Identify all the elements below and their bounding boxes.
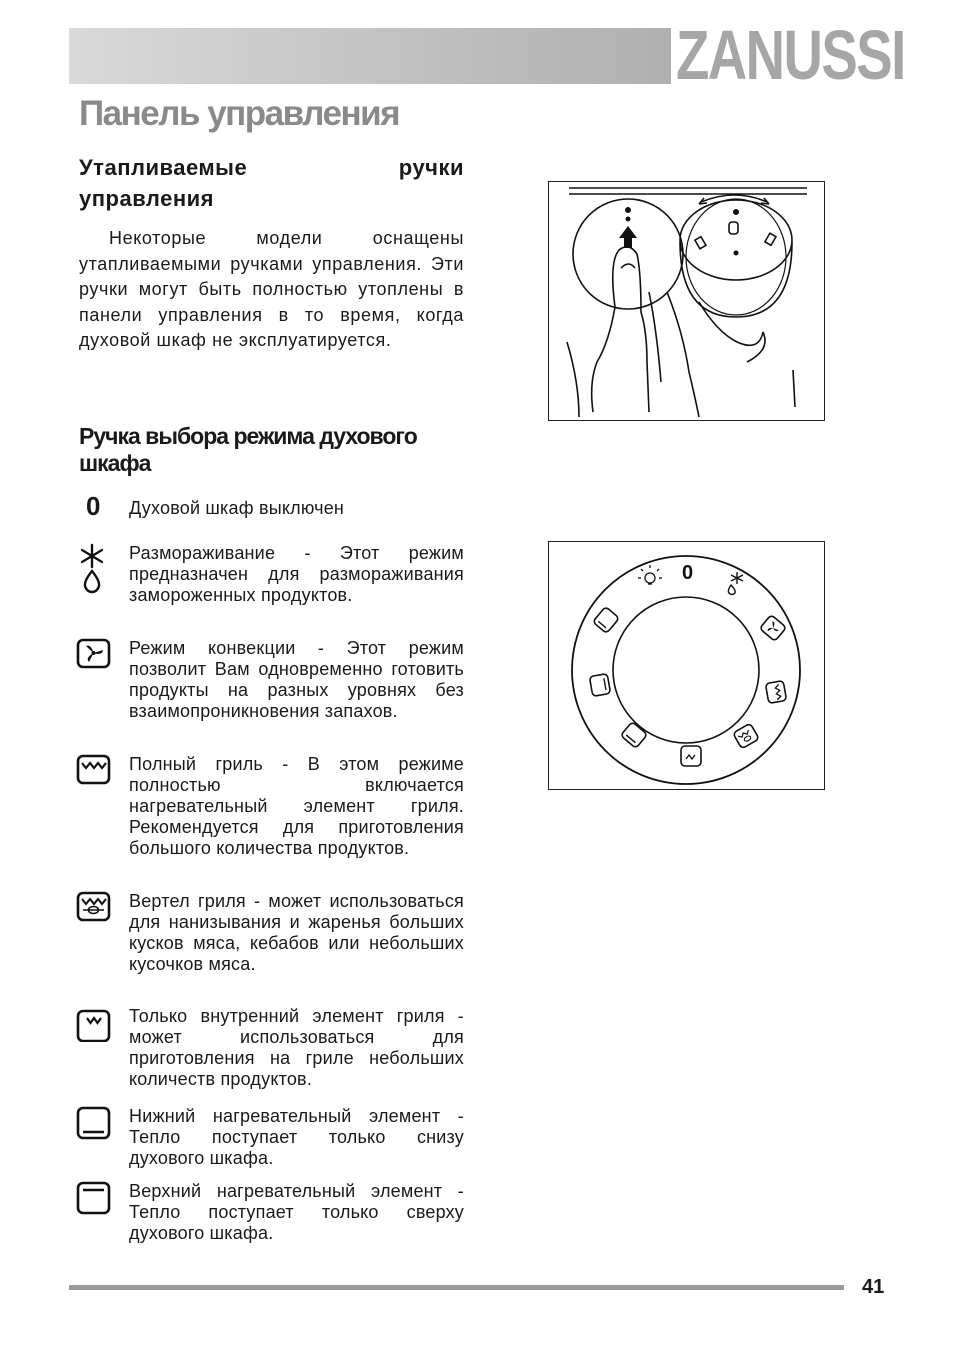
retractable-knob-illustration: [548, 181, 825, 421]
mode-off-text: Духовой шкаф выключен: [129, 498, 345, 518]
knobs-heading-word1: Утапливаемые: [79, 155, 248, 180]
dial-zero-label: 0: [682, 562, 694, 584]
dial-bottom-heat-icon: [621, 722, 648, 749]
mode-bottom-heat-text: Нижний нагревательный элемент - Тепло поступает только снизу духового шкафа.: [129, 1106, 464, 1168]
page-title: Панель управления: [79, 94, 400, 133]
mode-defrost-text: Размораживание - Этот режим предназначен для размораживания замороженных продуктов.: [129, 543, 464, 605]
dial-inner-grill-icon: [681, 746, 701, 766]
dial-full-grill-icon: [765, 681, 786, 704]
off-icon: [76, 491, 112, 531]
header-bar: [69, 28, 671, 84]
convection-fan-icon: [76, 638, 112, 674]
dial-rotisserie-icon: [733, 723, 759, 749]
rotisserie-icon: [76, 891, 112, 927]
lamp-icon: [638, 565, 662, 584]
full-grill-icon: [76, 754, 112, 790]
mode-inner-grill-text: Только внутренний элемент гриля - может использоваться для приготовления на гриле небольших количеств продуктов.: [129, 1006, 464, 1089]
knobs-heading-line2: управления: [79, 186, 215, 211]
dial-top-heat-icon: [589, 674, 610, 697]
inner-grill-icon: [76, 1006, 112, 1042]
selector-heading: Ручка выбора режима духового шкафа: [79, 423, 417, 476]
mode-top-heat-text: Верхний нагревательный элемент - Тепло поступает только сверху духового шкафа.: [129, 1181, 464, 1243]
dial-drawing: [549, 542, 823, 788]
footer-rule: [69, 1285, 844, 1290]
mode-rotisserie-text: Вертел гриля - может использоваться для нанизывания и жаренья больших кусков мяса, кебабов или небольших кусочков мяса.: [129, 891, 464, 974]
selector-dial-illustration: [548, 541, 825, 790]
knobs-heading-word2: ручки: [398, 155, 464, 180]
brand-logo: ZANUSSI: [676, 16, 905, 94]
mode-full-grill-text: Полный гриль - В этом режиме полностью включается нагревательный элемент гриля. Рекомендуется для приготовления большого количества продуктов.: [129, 754, 464, 858]
off-symbol: 0: [86, 491, 101, 521]
dial-convection-icon: [760, 615, 787, 642]
top-heat-icon: [76, 1181, 112, 1217]
mode-convection-text: Режим конвекции - Этот режим позволит Вам одновременно готовить продукты на разных уровнях без взаимопроникновения запахов.: [129, 638, 464, 721]
page-number: 41: [862, 1276, 885, 1298]
knobs-heading: [79, 152, 464, 214]
bottom-heat-icon: [76, 1106, 112, 1142]
knob-drawing: [549, 182, 823, 419]
dial-extra-icon: [593, 607, 620, 634]
knobs-intro-text: Некоторые модели оснащены утапливаемыми ручками управления. Эти ручки могут быть полностью утоплены в панели управления в то время, когда духовой шкаф не эксплуатируется.: [79, 228, 464, 350]
dial-defrost-icon: [728, 572, 743, 595]
knobs-intro: [79, 226, 464, 354]
defrost-icon: [76, 543, 112, 579]
